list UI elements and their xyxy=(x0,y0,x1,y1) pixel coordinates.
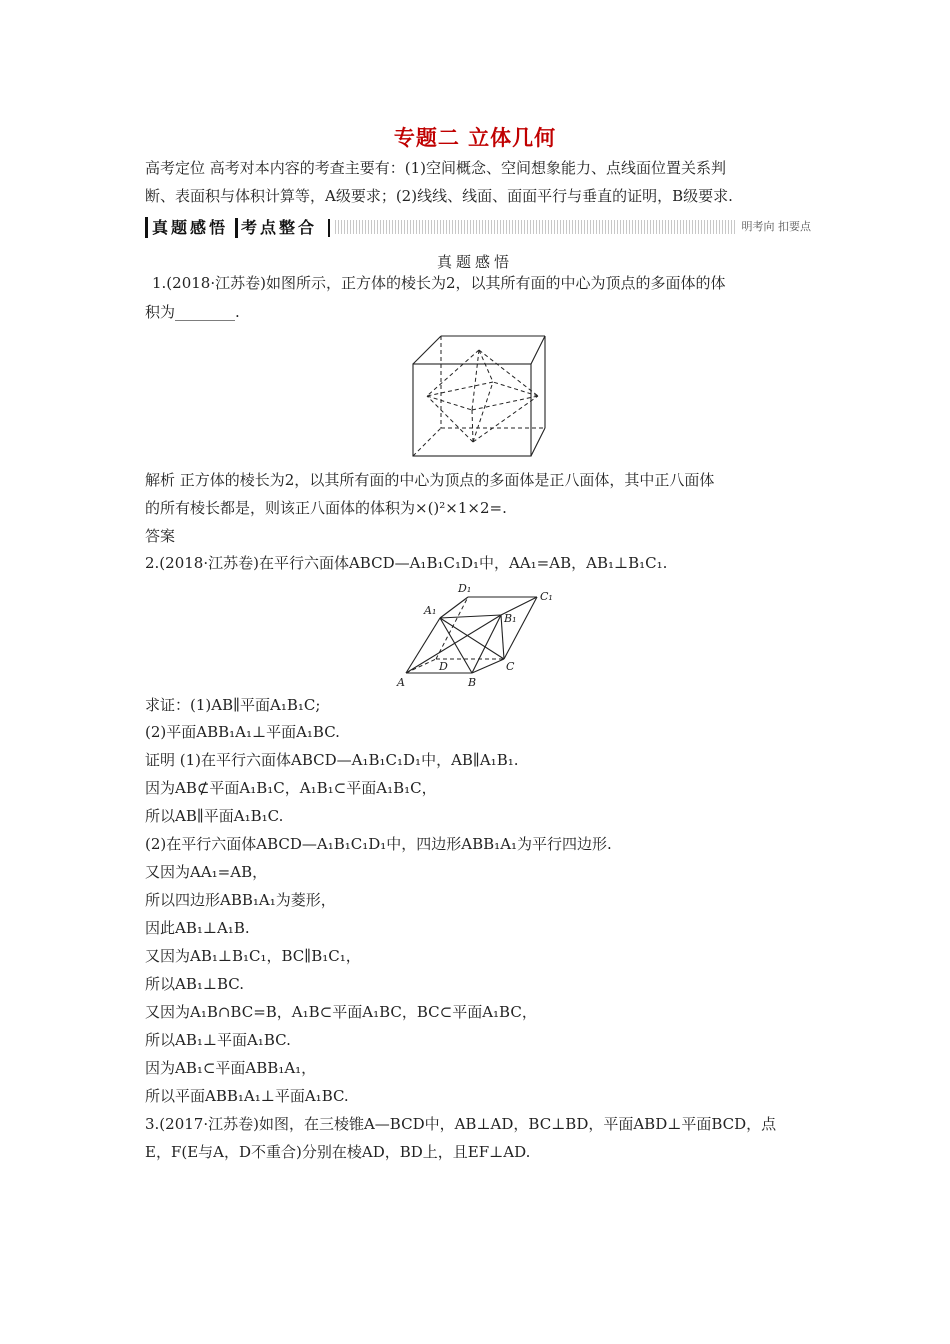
q2-line: 证明 (1)在平行六面体ABCD—A₁B₁C₁D₁中，AB∥A₁B₁. xyxy=(145,751,519,769)
q2-line: (2)在平行六面体ABCD—A₁B₁C₁D₁中，四边形ABB₁A₁为平行四边形. xyxy=(145,835,612,853)
q1-solution-line-1: 解析 正方体的棱长为2，以其所有面的中心为顶点的多面体是正八面体，其中正八面体 xyxy=(145,471,715,489)
banner-divider xyxy=(235,218,238,238)
q1-line-2: 积为________. xyxy=(145,303,240,321)
q2-line: 又因为A₁B∩BC=B，A₁B⊂平面A₁BC，BC⊂平面A₁BC， xyxy=(145,1003,537,1021)
page-title: 专题二 立体几何 xyxy=(393,125,557,150)
q2-line: 所以四边形ABB₁A₁为菱形， xyxy=(145,891,336,909)
banner-label-2: 考点整合 xyxy=(241,218,318,237)
q2-line: 求证：(1)AB∥平面A₁B₁C; xyxy=(145,696,321,714)
label-c: C xyxy=(506,660,515,673)
q2-line: 所以AB₁⊥平面A₁BC. xyxy=(145,1031,291,1049)
q1-answer: 答案 xyxy=(145,527,176,545)
q2-line: (2)平面ABB₁A₁⊥平面A₁BC. xyxy=(145,723,340,741)
intro-line-1: 高考定位 高考对本内容的考查主要有：(1)空间概念、空间想象能力、点线面位置关系判 xyxy=(145,159,727,177)
q2-line: 又因为AA₁=AB， xyxy=(145,863,268,881)
label-a1: A₁ xyxy=(424,604,437,617)
q2-line: 所以AB₁⊥BC. xyxy=(145,975,244,993)
q2-line: 因此AB₁⊥A₁B. xyxy=(145,919,250,937)
q3-line-2: E，F(E与A，D不重合)分别在棱AD，BD上，且EF⊥AD. xyxy=(145,1143,531,1161)
label-b: B xyxy=(468,676,477,689)
label-d: D xyxy=(439,660,448,673)
label-a: A xyxy=(397,676,405,689)
q2-line: 又因为AB₁⊥B₁C₁，BC∥B₁C₁， xyxy=(145,947,361,965)
section-banner xyxy=(145,216,811,240)
q2-line: 因为AB₁⊂平面ABB₁A₁， xyxy=(145,1059,317,1077)
label-d1: D₁ xyxy=(458,582,472,595)
banner-right-label: 明考向 扣要点 xyxy=(736,220,812,234)
label-b1: B₁ xyxy=(504,612,517,625)
label-c1: C₁ xyxy=(540,590,553,603)
q2-stem: 2.(2018·江苏卷)在平行六面体ABCD—A₁B₁C₁D₁中，AA₁=AB，AB₁⊥B₁C₁. xyxy=(145,554,668,572)
q2-line: 因为AB⊄平面A₁B₁C，A₁B₁⊂平面A₁B₁C， xyxy=(145,779,437,797)
q1-solution-line-2: 的所有棱长都是，则该正八面体的体积为×()²×1×2=. xyxy=(145,499,507,517)
q2-line: 所以平面ABB₁A₁⊥平面A₁BC. xyxy=(145,1087,349,1105)
banner-label-1: 真题感悟 xyxy=(145,217,228,238)
section-title: 真题感悟 xyxy=(436,253,513,271)
q1-line-1: 1.(2018·江苏卷)如图所示，正方体的棱长为2，以其所有面的中心为顶点的多面体的体 xyxy=(152,274,726,292)
cube-octahedron-figure xyxy=(405,330,550,460)
q3-line-1: 3.(2017·江苏卷)如图，在三棱锥A—BCD中，AB⊥AD，BC⊥BD，平面ABD⊥平面BCD，点 xyxy=(145,1115,777,1133)
intro-line-2: 断、表面积与体积计算等，A级要求；(2)线线、线面、面面平行与垂直的证明，B级要求. xyxy=(145,187,733,205)
banner-divider-2 xyxy=(328,219,330,237)
parallelepiped-figure xyxy=(392,578,572,690)
q2-line: 所以AB∥平面A₁B₁C. xyxy=(145,807,284,825)
